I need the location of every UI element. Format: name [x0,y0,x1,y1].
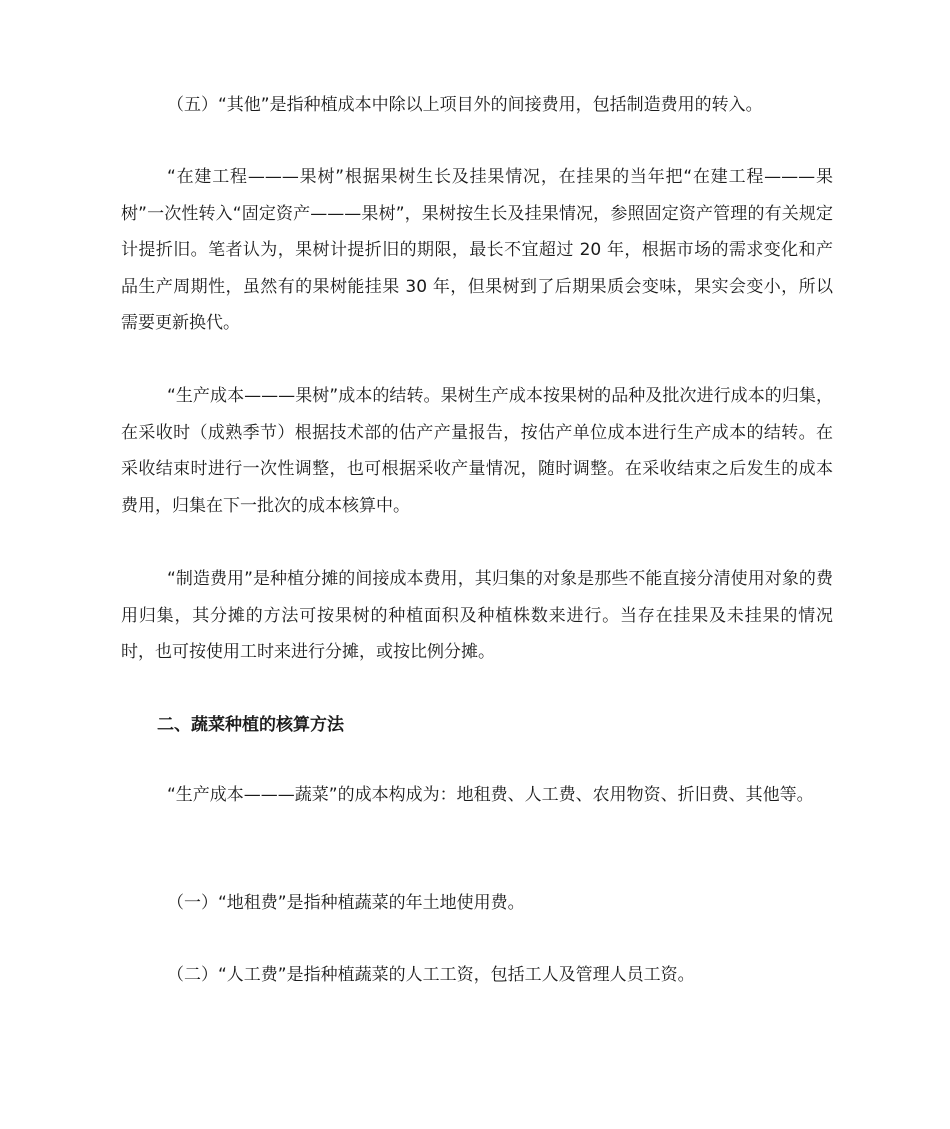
paragraph-labor-cost: （二）“人工费”是指种植蔬菜的人工工资，包括工人及管理人员工资。 [167,965,695,985]
paragraph-vegetable-cost-composition: “生产成本———蔬菜”的成本构成为：地租费、人工费、农用物资、折旧费、其他等。 [167,785,814,805]
paragraph-manufacturing-overhead: “制造费用”是种植分摊的间接成本费用，其归集的对象是那些不能直接分清使用对象的费用归集，其分摊的方法可按果树的种植面积及种植株数来进行。当存在挂果及未挂果的情况时，也可按使用工时来进行分摊，或按比例分摊。 [121,569,833,662]
paragraph-land-rent: （一）“地租费”是指种植蔬菜的年土地使用费。 [167,893,525,913]
paragraph-other-costs: （五）“其他”是指种植成本中除以上项目外的间接费用，包括制造费用的转入。 [167,95,763,115]
section-heading-vegetables: 二、蔬菜种植的核算方法 [157,715,344,735]
paragraph-construction-fruit-trees: “在建工程———果树”根据果树生长及挂果情况，在挂果的当年把“在建工程———果树”一次性转入“固定资产———果树”，果树按生长及挂果情况，参照固定资产管理的有关规定计提折旧。笔者认为，果树计提折旧的期限，最长不宜超过 20 年，根据市场的需求变化和产品生产周期性，虽然有的果树能挂果 30 年，但果树到了后期果质会变味，果实会变小，所以需要更新换代。 [121,167,833,333]
paragraph-production-cost-transfer: “生产成本———果树”成本的结转。果树生产成本按果树的品种及批次进行成本的归集，在采收时（成熟季节）根据技术部的估产产量报告，按估产单位成本进行生产成本的结转。在采收结束时进行一次性调整，也可根据采收产量情况，随时调整。在采收结束之后发生的成本费用，归集在下一批次的成本核算中。 [121,386,833,516]
